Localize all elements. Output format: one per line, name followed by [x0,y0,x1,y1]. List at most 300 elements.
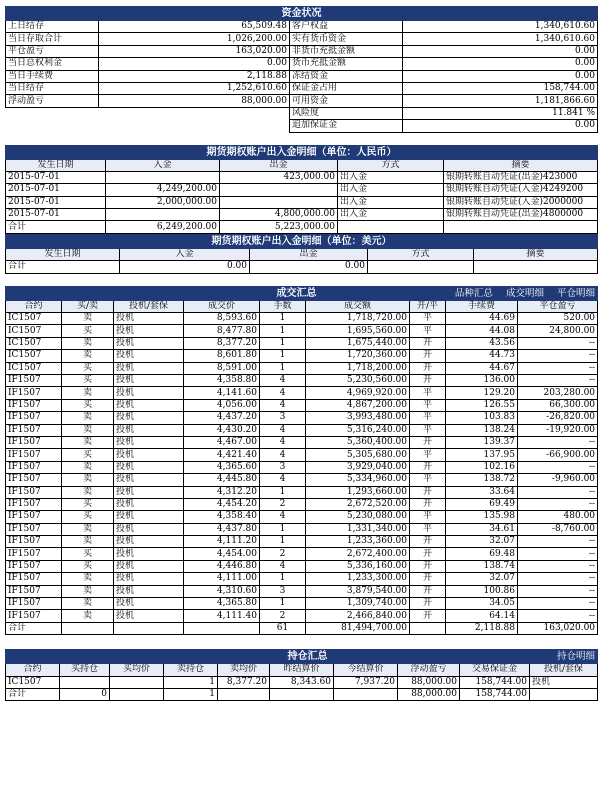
table-cell: 投机 [114,548,184,560]
table-cell: 银期转账自动凭证(入金)2000000 [444,196,598,208]
table-cell: IF1507 [6,474,62,486]
table-cell: 1,233,360.00 [306,536,410,548]
table-row [6,676,598,688]
table-cell: 423,000.00 [220,171,338,183]
table-cell: 3 [260,461,306,473]
rmb-body [6,171,598,221]
table-cell: 5,360,400.00 [306,436,410,448]
table-cell: 4,111.00 [184,573,260,585]
trades-header-row [6,300,598,312]
table-cell: 1,331,340.00 [306,523,410,535]
funds-value: 0.00 [403,70,598,82]
trades-total-row [6,622,598,634]
total-cell: 0.00 [250,261,368,273]
table-cell: 卖 [62,585,114,597]
funds-value: 158,744.00 [403,82,598,94]
table-cell: 开 [410,585,446,597]
table-cell: 66,300.00 [518,399,598,411]
table-cell: IF1507 [6,412,62,424]
column-header: 方式 [338,159,444,171]
table-row [6,196,598,208]
table-cell: 4,969,920.00 [306,387,410,399]
table-cell: 投机 [114,424,184,436]
positions-header-row [6,664,598,676]
table-cell: 投机 [530,676,598,688]
table-cell [106,209,220,221]
funds-value: 0.00 [403,58,598,70]
funds-row [6,58,598,70]
column-header: 买均价 [110,664,164,676]
link-trade-detail[interactable]: 成交明细 [505,287,544,299]
table-cell: IF1507 [6,449,62,461]
table-cell: 1 [260,573,306,585]
total-cell [338,221,444,233]
table-cell: 投机 [114,387,184,399]
table-cell: 银期转账自动凭证(入金)4249200 [444,184,598,196]
funds-label: 浮动盈亏 [6,95,99,107]
funds-label: 保证金占用 [290,82,403,94]
table-cell: 投机 [114,498,184,510]
table-cell: 开 [410,598,446,610]
table-cell: IF1507 [6,523,62,535]
table-cell: 480.00 [518,511,598,523]
table-cell: 出入金 [338,209,444,221]
column-header: 合约 [6,300,62,312]
table-cell: 5,336,160.00 [306,560,410,572]
table-cell: 买 [62,449,114,461]
table-row [6,486,598,498]
funds-row [6,82,598,94]
table-cell: 卖 [62,598,114,610]
table-cell: 33.64 [446,486,518,498]
table-cell: 4 [260,560,306,572]
total-cell: 81,494,700.00 [306,622,410,634]
total-cell [410,622,446,634]
table-row [6,436,598,448]
table-row [6,313,598,325]
table-cell: 103.83 [446,412,518,424]
column-header: 浮动盈亏 [398,664,460,676]
table-cell: 买 [62,399,114,411]
table-cell: 买 [62,374,114,386]
table-row [6,536,598,548]
table-cell: -- [518,374,598,386]
funds-value: 1,340,610.60 [403,21,598,33]
table-cell: 8,477.80 [184,325,260,337]
table-cell: 卖 [62,474,114,486]
table-cell: 2 [260,548,306,560]
total-cell: 0 [60,688,110,700]
table-cell: 129.20 [446,387,518,399]
table-cell: 4,365.80 [184,598,260,610]
positions-table [5,649,598,701]
table-cell: 2 [260,498,306,510]
table-cell: 卖 [62,337,114,349]
table-row [6,449,598,461]
table-cell: 开 [410,374,446,386]
table-cell: 5,230,560.00 [306,374,410,386]
table-cell: 开 [410,610,446,622]
table-row [6,399,598,411]
table-cell: 1,309,740.00 [306,598,410,610]
table-cell: 投机 [114,374,184,386]
table-cell: 投机 [114,474,184,486]
table-cell: IF1507 [6,548,62,560]
column-header: 发生日期 [6,248,120,260]
table-cell: 开 [410,498,446,510]
table-cell: 4,445.80 [184,474,260,486]
table-cell: IF1507 [6,486,62,498]
table-cell: 开 [410,436,446,448]
table-cell: 卖 [62,313,114,325]
table-cell [106,171,220,183]
total-cell: 163,020.00 [518,622,598,634]
table-cell: 平 [410,412,446,424]
table-cell: 1,695,560.00 [306,325,410,337]
table-cell: 平 [410,424,446,436]
table-cell: 出入金 [338,184,444,196]
table-cell: 投机 [114,536,184,548]
table-cell: 2015-07-01 [6,184,106,196]
total-cell [62,622,114,634]
table-cell: 4 [260,511,306,523]
table-cell: 3,993,480.00 [306,412,410,424]
table-cell: 1,718,720.00 [306,313,410,325]
table-cell: -- [518,498,598,510]
funds-row [6,45,598,57]
table-cell: 开 [410,337,446,349]
table-cell: 1 [260,486,306,498]
funds-value: 2,118.88 [99,70,290,82]
table-cell: 卖 [62,412,114,424]
table-cell: 3 [260,412,306,424]
funds-label: 当日总权利金 [6,58,99,70]
table-cell: IF1507 [6,399,62,411]
table-cell: -19,920.00 [518,424,598,436]
column-header: 交易保证金 [460,664,530,676]
table-cell: 4 [260,474,306,486]
table-cell: 3 [260,585,306,597]
rmb-total-row [6,221,598,233]
table-cell: 银期转账自动凭证(出金)423000 [444,171,598,183]
table-cell: 34.61 [446,523,518,535]
column-header: 投机/套保 [530,664,598,676]
table-cell: 投机 [114,362,184,374]
table-cell: 4,310.60 [184,585,260,597]
table-cell: 平 [410,474,446,486]
table-cell: 投机 [114,523,184,535]
total-cell [444,221,598,233]
table-cell: 3,879,540.00 [306,585,410,597]
table-cell: IC1507 [6,313,62,325]
usd-total-row [6,261,598,273]
table-cell: 1 [260,350,306,362]
column-header: 方式 [368,248,474,260]
table-cell: 5,334,960.00 [306,474,410,486]
column-header: 入金 [106,159,220,171]
funds-row [6,120,598,132]
table-cell: 4,454.20 [184,498,260,510]
table-cell: 4,312.20 [184,486,260,498]
table-cell: 126.55 [446,399,518,411]
table-cell: 4,111.40 [184,610,260,622]
table-cell: IF1507 [6,610,62,622]
table-cell: 7,937.20 [334,676,398,688]
table-row [6,184,598,196]
table-row [6,350,598,362]
column-header: 成交价 [184,300,260,312]
funds-label: 客户权益 [290,21,403,33]
table-cell: 开 [410,573,446,585]
funds-title: 资金状况 [6,7,598,21]
table-cell: 1,675,440.00 [306,337,410,349]
table-cell: 4,249,200.00 [106,184,220,196]
table-cell: 34.05 [446,598,518,610]
table-cell: 100.86 [446,585,518,597]
usd-header-row [6,248,598,260]
table-cell: -- [518,598,598,610]
table-cell: 投机 [114,585,184,597]
table-cell: 138.72 [446,474,518,486]
table-cell: 1,293,660.00 [306,486,410,498]
table-cell: 开 [410,486,446,498]
total-cell [218,688,270,700]
table-row [6,523,598,535]
total-cell: 合计 [6,221,106,233]
table-cell: 投机 [114,350,184,362]
table-cell: 买 [62,498,114,510]
table-cell: IF1507 [6,536,62,548]
table-cell: 投机 [114,461,184,473]
table-cell: 买 [62,362,114,374]
empty-cell [6,120,99,132]
trades-links [445,288,595,299]
table-cell: 卖 [62,424,114,436]
trades-title-bar [6,286,598,300]
total-cell [110,688,164,700]
total-cell: 合计 [6,261,120,273]
table-cell: 44.69 [446,313,518,325]
table-cell: 4,454.00 [184,548,260,560]
table-cell: 卖 [62,536,114,548]
funds-label: 实有货币资金 [290,33,403,45]
positions-title-bar [6,650,598,664]
table-cell: 4 [260,449,306,461]
funds-row [6,70,598,82]
table-cell: 开 [410,560,446,572]
table-cell: 开 [410,548,446,560]
table-cell: 44.08 [446,325,518,337]
table-cell: 4,111.20 [184,536,260,548]
table-cell: 1,720,360.00 [306,350,410,362]
table-cell: 平 [410,313,446,325]
table-cell: 平 [410,449,446,461]
table-cell: 4,365.60 [184,461,260,473]
funds-value: 1,340,610.60 [403,33,598,45]
table-row [6,498,598,510]
table-cell: -- [518,610,598,622]
table-cell: 2015-07-01 [6,171,106,183]
table-cell: -- [518,436,598,448]
total-cell [530,688,598,700]
table-row [6,209,598,221]
table-cell: 1 [164,676,218,688]
table-cell: 4 [260,399,306,411]
table-cell: 102.16 [446,461,518,473]
rmb-table [5,145,598,234]
funds-row [6,95,598,107]
total-cell [270,688,334,700]
total-cell: 61 [260,622,306,634]
table-cell: 投机 [114,436,184,448]
table-cell: IF1507 [6,436,62,448]
table-cell: IF1507 [6,461,62,473]
empty-cell [99,107,290,119]
table-cell: 1 [260,598,306,610]
link-position-detail[interactable]: 持仓明细 [557,651,596,663]
table-row [6,461,598,473]
table-cell: -8,760.00 [518,523,598,535]
column-header: 入金 [120,248,250,260]
table-cell: IF1507 [6,573,62,585]
table-cell: 投机 [114,610,184,622]
total-cell: 2,118.88 [446,622,518,634]
table-cell: 1 [260,337,306,349]
table-cell: 4,430.20 [184,424,260,436]
table-cell: 卖 [62,486,114,498]
table-cell: 4,437.80 [184,523,260,535]
table-cell: 1 [260,536,306,548]
total-cell: 158,744.00 [460,688,530,700]
table-cell: 1,718,200.00 [306,362,410,374]
column-header: 发生日期 [6,159,106,171]
table-cell: IC1507 [6,325,62,337]
table-cell: 2 [260,610,306,622]
funds-label: 上日结存 [6,21,99,33]
table-cell: -9,960.00 [518,474,598,486]
table-cell: 5,316,240.00 [306,424,410,436]
funds-row [6,33,598,45]
funds-value: 0.00 [403,120,598,132]
table-row [6,387,598,399]
table-cell: 开 [410,461,446,473]
table-cell: 卖 [62,610,114,622]
total-cell: 合计 [6,622,62,634]
funds-row [6,21,598,33]
column-header: 成交额 [306,300,410,312]
table-cell: 8,343.60 [270,676,334,688]
column-header: 合约 [6,664,60,676]
table-row [6,573,598,585]
funds-label: 当日存取合计 [6,33,99,45]
table-cell: 2,672,400.00 [306,548,410,560]
table-cell: 卖 [62,350,114,362]
table-cell: 5,230,080.00 [306,511,410,523]
total-cell [334,688,398,700]
table-cell: 24,800.00 [518,325,598,337]
rmb-header-row [6,159,598,171]
table-cell: 1 [260,325,306,337]
table-cell: 4,800,000.00 [220,209,338,221]
link-close-detail[interactable]: 平仓明细 [557,287,596,299]
table-cell: 平 [410,325,446,337]
funds-label: 风险度 [290,107,403,119]
usd-table [5,234,598,274]
positions-title: 持仓汇总 [287,651,328,663]
table-cell [60,676,110,688]
funds-label: 冻结资金 [290,70,403,82]
table-cell: 卖 [62,436,114,448]
positions-body [6,676,598,688]
table-cell: 4,467.00 [184,436,260,448]
funds-row [6,107,598,119]
table-cell: -66,900.00 [518,449,598,461]
table-cell: IF1507 [6,598,62,610]
table-cell: 4,141.60 [184,387,260,399]
table-cell: 8,377.20 [184,337,260,349]
funds-value: 65,509.48 [99,21,290,33]
funds-body [6,21,598,133]
table-cell: 2,672,520.00 [306,498,410,510]
table-cell: 32.07 [446,536,518,548]
table-cell: 平 [410,523,446,535]
table-row [6,474,598,486]
table-cell: -- [518,350,598,362]
column-header: 出金 [220,159,338,171]
table-cell: 88,000.00 [398,676,460,688]
table-cell: 203,280.00 [518,387,598,399]
table-row [6,548,598,560]
column-header: 买持仓 [60,664,110,676]
table-cell: 2015-07-01 [6,209,106,221]
table-cell: 投机 [114,337,184,349]
total-cell: 88,000.00 [398,688,460,700]
table-cell: 4 [260,424,306,436]
table-cell: 平 [410,387,446,399]
table-cell: 4,056.00 [184,399,260,411]
link-variety-summary[interactable]: 品种汇总 [454,287,493,299]
column-header: 卖持仓 [164,664,218,676]
table-cell: IC1507 [6,362,62,374]
table-cell: 138.24 [446,424,518,436]
table-cell: -- [518,536,598,548]
table-cell: -26,820.00 [518,412,598,424]
trades-body [6,313,598,623]
table-row [6,325,598,337]
table-cell: 买 [62,548,114,560]
trades-title: 成交汇总 [276,287,317,299]
table-cell: 139.37 [446,436,518,448]
column-header: 开/平 [410,300,446,312]
column-header: 手数 [260,300,306,312]
table-cell: 投机 [114,573,184,585]
empty-cell [99,120,290,132]
table-cell: 4,358.80 [184,374,260,386]
table-cell: 投机 [114,598,184,610]
table-cell: 4,437.20 [184,412,260,424]
table-cell: 4 [260,436,306,448]
funds-label: 追加保证金 [290,120,403,132]
table-cell: IF1507 [6,387,62,399]
table-row [6,362,598,374]
table-cell: IF1507 [6,498,62,510]
funds-label: 平仓盈亏 [6,45,99,57]
table-cell [220,184,338,196]
table-cell: 1,233,300.00 [306,573,410,585]
table-cell [110,676,164,688]
table-row [6,598,598,610]
column-header: 卖均价 [218,664,270,676]
